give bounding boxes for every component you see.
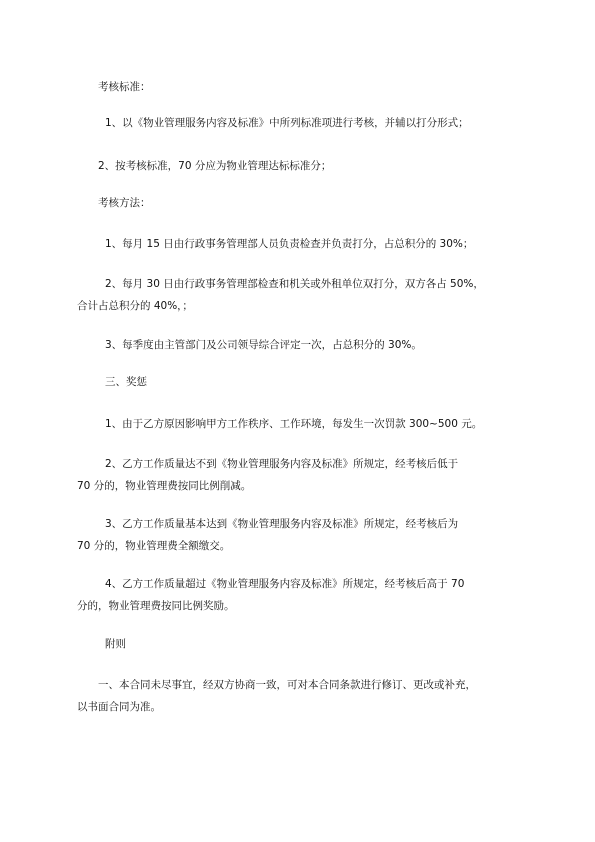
paragraph-standard-1 bbox=[77, 112, 537, 134]
paragraph-supplementary-1 bbox=[77, 674, 537, 718]
paragraph-reward-3 bbox=[77, 513, 537, 557]
paragraph-method-1 bbox=[77, 233, 537, 255]
paragraph-line: 2、每月 30 日由行政事务管理部检查和机关或外租单位双打分，双方各占 50%， bbox=[105, 278, 484, 290]
paragraph-line: 分的，物业管理费按同比例奖励。 bbox=[77, 600, 235, 612]
paragraph-line: 考核方法： bbox=[98, 197, 151, 209]
paragraph-line: 3、乙方工作质量基本达到《物业管理服务内容及标准》所规定，经考核后为 bbox=[105, 518, 459, 530]
heading-assessment-standard bbox=[77, 76, 537, 98]
paragraph-reward-2 bbox=[77, 453, 537, 497]
paragraph-line: 2、乙方工作质量达不到《物业管理服务内容及标准》所规定，经考核后低于 bbox=[105, 458, 459, 470]
paragraph-line: 1、每月 15 日由行政事务管理部人员负责检查并负责打分，占总积分的 30%； bbox=[105, 238, 474, 250]
heading-assessment-method bbox=[77, 192, 537, 214]
paragraph-line: 3、每季度由主管部门及公司领导综合评定一次，占总积分的 30%。 bbox=[105, 339, 422, 351]
paragraph-method-2 bbox=[77, 273, 537, 317]
paragraph-method-3 bbox=[77, 334, 537, 356]
paragraph-line: 70 分的，物业管理费按同比例削减。 bbox=[77, 480, 252, 492]
paragraph-standard-2 bbox=[77, 155, 537, 177]
paragraph-line: 三、奖惩 bbox=[105, 376, 147, 388]
paragraph-line: 考核标准： bbox=[98, 81, 151, 93]
paragraph-line: 1、由于乙方原因影响甲方工作秩序、工作环境，每发生一次罚款 300~500 元。 bbox=[105, 418, 483, 430]
paragraph-line: 附则 bbox=[105, 638, 126, 650]
paragraph-line: 70 分的，物业管理费全额缴交。 bbox=[77, 540, 231, 552]
paragraph-line: 4、乙方工作质量超过《物业管理服务内容及标准》所规定，经考核后高于 70 bbox=[105, 578, 465, 590]
paragraph-line: 2、按考核标准，70 分应为物业管理达标标准分； bbox=[98, 160, 332, 172]
heading-supplementary-provisions bbox=[77, 633, 537, 655]
heading-rewards-penalties bbox=[77, 371, 537, 393]
paragraph-reward-4 bbox=[77, 573, 537, 617]
paragraph-line: 一、本合同未尽事宜，经双方协商一致，可对本合同条款进行修订、更改或补充， bbox=[98, 679, 476, 691]
paragraph-line: 合计占总积分的 40%，； bbox=[77, 300, 193, 312]
paragraph-line: 1、以《物业管理服务内容及标准》中所列标准项进行考核，并辅以打分形式； bbox=[105, 117, 469, 129]
paragraph-line: 以书面合同为准。 bbox=[77, 701, 161, 713]
paragraph-reward-1 bbox=[77, 413, 537, 435]
